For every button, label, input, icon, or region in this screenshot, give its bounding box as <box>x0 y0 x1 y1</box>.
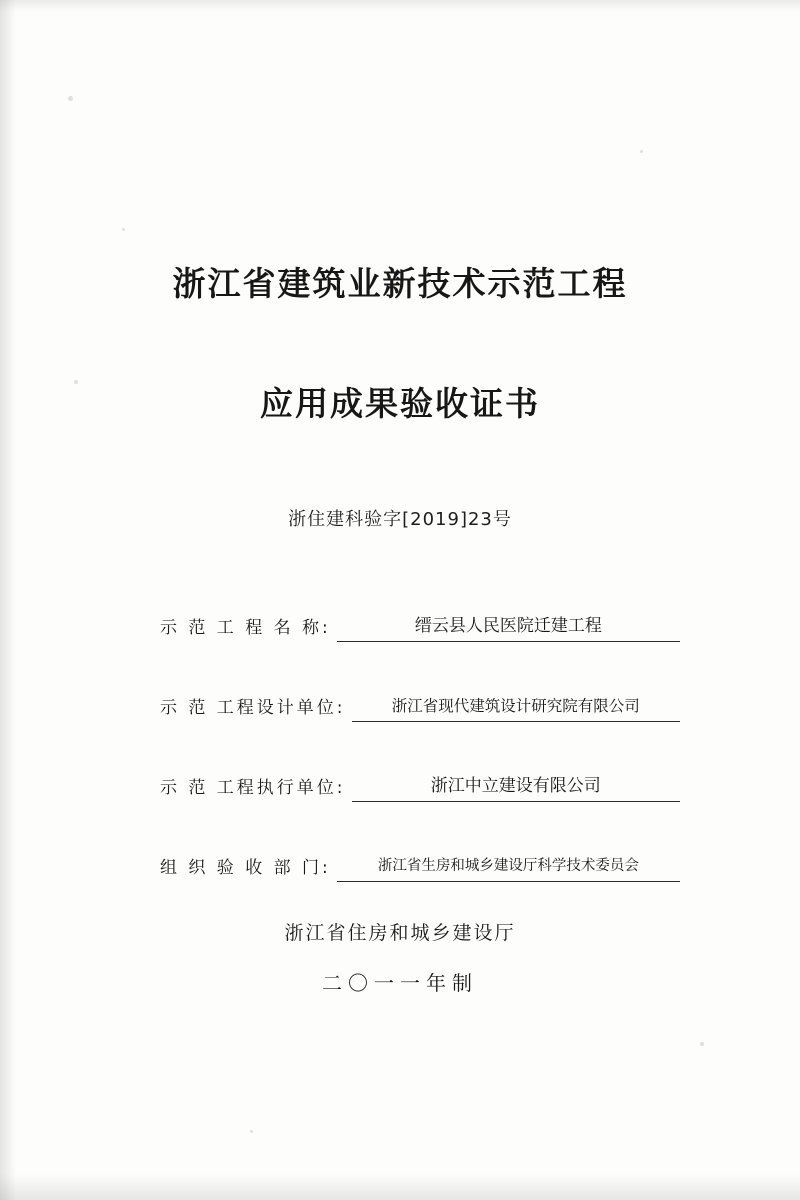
field-row-design-unit <box>160 692 680 722</box>
page-edge-shadow-bottom <box>0 1174 800 1200</box>
paper-speck <box>700 1042 704 1046</box>
field-value-project-name: 缙云县人民医院迁建工程 <box>337 613 680 642</box>
field-value-acceptance-dept: 浙江省生房和城乡建设厅科学技术委员会 <box>337 853 680 882</box>
document-footer <box>0 918 800 996</box>
issuer-name: 浙江省住房和城乡建设厅 <box>284 922 516 944</box>
field-row-project-name <box>160 612 680 642</box>
field-label-design-unit: 示 范 工程设计单位: <box>160 698 346 718</box>
fields-section <box>160 612 680 932</box>
document-number: 浙住建科验字[2019]23号 <box>288 509 512 530</box>
field-label-project-name: 示 范 工 程 名 称: <box>160 618 331 638</box>
page-edge-shadow-left <box>0 0 16 1200</box>
paper-speck <box>68 96 73 101</box>
year-made: 二〇一一年制 <box>322 971 478 995</box>
page-edge-shadow-top <box>0 0 800 12</box>
paper-speck <box>250 1130 253 1133</box>
page-title-line-2: 应用成果验收证书 <box>260 384 540 423</box>
document-title <box>0 258 800 425</box>
field-label-executing-unit: 示 范 工程执行单位: <box>160 778 346 798</box>
field-row-executing-unit <box>160 772 680 802</box>
field-row-acceptance-dept <box>160 852 680 882</box>
field-value-design-unit: 浙江省现代建筑设计研究院有限公司 <box>352 693 680 722</box>
field-value-executing-unit: 浙江中立建设有限公司 <box>352 773 680 802</box>
field-label-acceptance-dept: 组 织 验 收 部 门: <box>160 858 331 878</box>
paper-speck <box>122 228 125 231</box>
paper-speck <box>640 150 643 153</box>
page-title-line-1: 浙江省建筑业新技术示范工程 <box>172 264 628 303</box>
